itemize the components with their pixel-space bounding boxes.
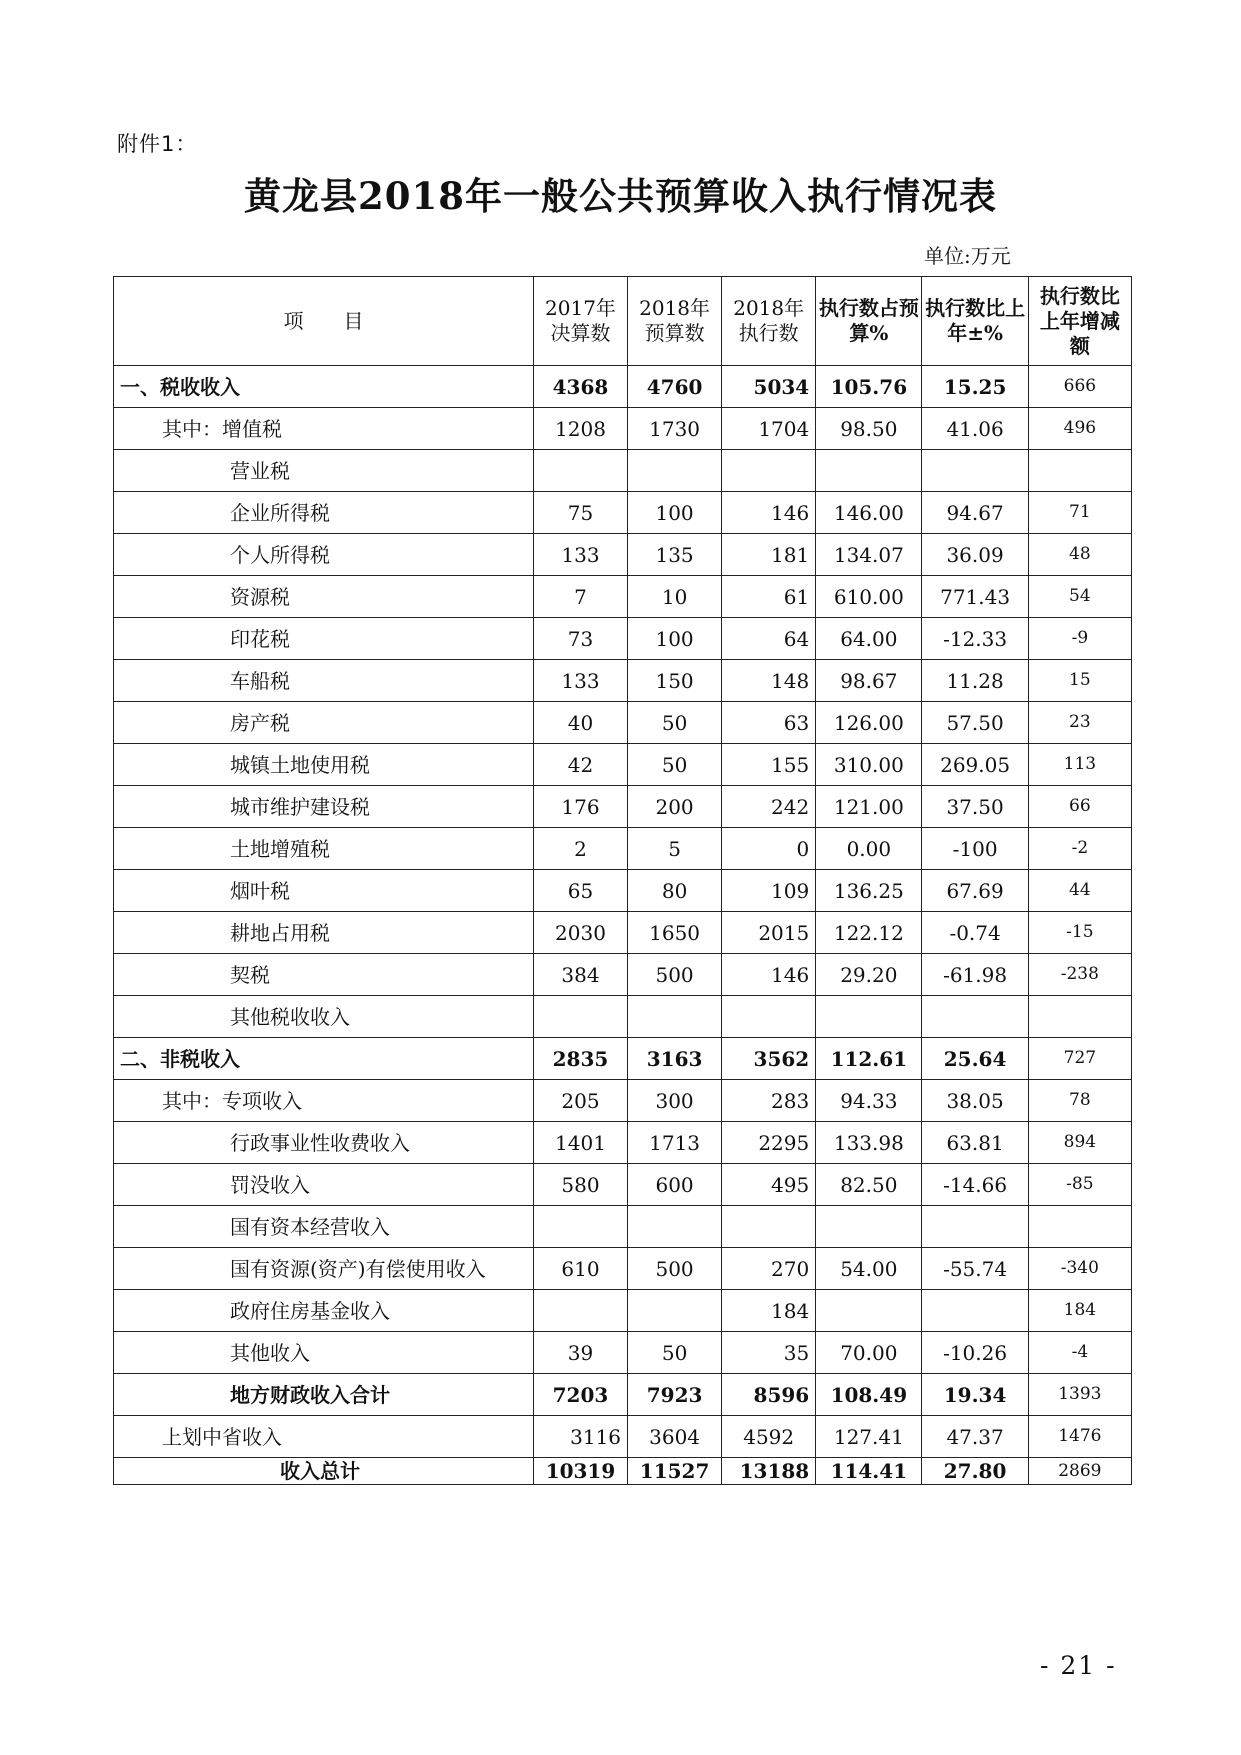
table-row: [114, 912, 1132, 954]
cell-exec-vs-prev-pct: 63.81: [922, 1122, 1028, 1164]
cell-exec-2018: 2295: [722, 1122, 816, 1164]
row-name: 行政事业性收费收入: [114, 1122, 534, 1164]
table-row: [114, 786, 1132, 828]
cell-final-2017: 384: [533, 954, 627, 996]
row-name: 其中：专项收入: [114, 1080, 534, 1122]
cell-final-2017: [533, 450, 627, 492]
table-row: [114, 1416, 1132, 1458]
cell-exec-vs-prev-pct: [922, 1206, 1028, 1248]
cell-exec-vs-prev-pct: 57.50: [922, 702, 1028, 744]
header-exec-vs-prev-pct: 执行数比上年±%: [922, 277, 1028, 366]
row-name: 车船税: [114, 660, 534, 702]
cell-exec-vs-prev-pct: 15.25: [922, 366, 1028, 408]
cell-exec-vs-prev-pct: -10.26: [922, 1332, 1028, 1374]
table-row: [114, 870, 1132, 912]
cell-exec-2018: 4592: [722, 1416, 816, 1458]
cell-exec-vs-prev-pct: -14.66: [922, 1164, 1028, 1206]
table-row: [114, 954, 1132, 996]
row-name: 房产税: [114, 702, 534, 744]
cell-budget-2018: 300: [628, 1080, 722, 1122]
cell-exec-pct-budget: 136.25: [816, 870, 922, 912]
cell-exec-vs-prev-pct: -61.98: [922, 954, 1028, 996]
cell-exec-vs-prev-amt: 15: [1028, 660, 1131, 702]
table-row: [114, 618, 1132, 660]
table-row: [114, 1206, 1132, 1248]
cell-exec-2018: 1704: [722, 408, 816, 450]
cell-final-2017: 3116: [533, 1416, 627, 1458]
cell-budget-2018: 100: [628, 492, 722, 534]
row-name: 其他收入: [114, 1332, 534, 1374]
cell-final-2017: 580: [533, 1164, 627, 1206]
header-exec-vs-prev-amt: 执行数比上年增减额: [1028, 277, 1131, 366]
cell-exec-vs-prev-pct: -100: [922, 828, 1028, 870]
cell-exec-pct-budget: 114.41: [816, 1458, 922, 1485]
cell-final-2017: 2: [533, 828, 627, 870]
cell-final-2017: 7: [533, 576, 627, 618]
row-name: 契税: [114, 954, 534, 996]
cell-exec-2018: 495: [722, 1164, 816, 1206]
table-row: [114, 1332, 1132, 1374]
cell-final-2017: [533, 1290, 627, 1332]
cell-exec-vs-prev-amt: -4: [1028, 1332, 1131, 1374]
cell-exec-vs-prev-pct: 269.05: [922, 744, 1028, 786]
cell-exec-vs-prev-pct: 11.28: [922, 660, 1028, 702]
cell-exec-pct-budget: 610.00: [816, 576, 922, 618]
cell-exec-vs-prev-amt: -9: [1028, 618, 1131, 660]
cell-budget-2018: [628, 996, 722, 1038]
cell-budget-2018: 50: [628, 1332, 722, 1374]
cell-exec-vs-prev-pct: -55.74: [922, 1248, 1028, 1290]
row-name: 二、非税收入: [114, 1038, 534, 1080]
cell-exec-pct-budget: 108.49: [816, 1374, 922, 1416]
table-row: [114, 1374, 1132, 1416]
cell-exec-pct-budget: 98.67: [816, 660, 922, 702]
cell-exec-vs-prev-pct: -0.74: [922, 912, 1028, 954]
cell-exec-2018: 13188: [722, 1458, 816, 1485]
cell-exec-2018: 283: [722, 1080, 816, 1122]
cell-exec-2018: 5034: [722, 366, 816, 408]
cell-exec-pct-budget: 122.12: [816, 912, 922, 954]
cell-budget-2018: 11527: [628, 1458, 722, 1485]
cell-final-2017: 39: [533, 1332, 627, 1374]
cell-final-2017: 7203: [533, 1374, 627, 1416]
row-name: 国有资源(资产)有偿使用收入: [114, 1248, 534, 1290]
cell-budget-2018: 500: [628, 1248, 722, 1290]
cell-budget-2018: [628, 1290, 722, 1332]
cell-budget-2018: 4760: [628, 366, 722, 408]
row-name: 企业所得税: [114, 492, 534, 534]
table-row: [114, 576, 1132, 618]
row-name: 收入总计: [114, 1458, 534, 1485]
row-name: 其他税收收入: [114, 996, 534, 1038]
unit-label: 单位:万元: [924, 244, 1011, 268]
cell-exec-2018: 61: [722, 576, 816, 618]
cell-exec-2018: 146: [722, 492, 816, 534]
cell-exec-vs-prev-pct: 36.09: [922, 534, 1028, 576]
cell-exec-vs-prev-amt: 894: [1028, 1122, 1131, 1164]
table-row: [114, 1038, 1132, 1080]
cell-exec-vs-prev-amt: 496: [1028, 408, 1131, 450]
cell-exec-pct-budget: 98.50: [816, 408, 922, 450]
cell-exec-pct-budget: [816, 1290, 922, 1332]
cell-exec-2018: [722, 996, 816, 1038]
cell-exec-vs-prev-pct: 38.05: [922, 1080, 1028, 1122]
cell-budget-2018: 150: [628, 660, 722, 702]
row-name: 耕地占用税: [114, 912, 534, 954]
cell-final-2017: 2835: [533, 1038, 627, 1080]
cell-final-2017: 65: [533, 870, 627, 912]
cell-exec-vs-prev-pct: [922, 450, 1028, 492]
cell-exec-vs-prev-pct: [922, 1290, 1028, 1332]
cell-final-2017: 10319: [533, 1458, 627, 1485]
cell-exec-2018: 63: [722, 702, 816, 744]
cell-exec-pct-budget: 134.07: [816, 534, 922, 576]
cell-exec-pct-budget: [816, 996, 922, 1038]
cell-budget-2018: 50: [628, 702, 722, 744]
cell-exec-2018: 3562: [722, 1038, 816, 1080]
cell-exec-2018: [722, 450, 816, 492]
cell-exec-pct-budget: 146.00: [816, 492, 922, 534]
cell-exec-vs-prev-amt: -340: [1028, 1248, 1131, 1290]
cell-exec-2018: 184: [722, 1290, 816, 1332]
cell-exec-pct-budget: 70.00: [816, 1332, 922, 1374]
cell-exec-vs-prev-pct: 19.34: [922, 1374, 1028, 1416]
cell-exec-2018: 270: [722, 1248, 816, 1290]
cell-exec-vs-prev-amt: [1028, 1206, 1131, 1248]
cell-exec-vs-prev-amt: -15: [1028, 912, 1131, 954]
attachment-label: 附件1：: [117, 132, 198, 156]
cell-exec-vs-prev-pct: 25.64: [922, 1038, 1028, 1080]
cell-exec-pct-budget: 310.00: [816, 744, 922, 786]
cell-exec-pct-budget: 121.00: [816, 786, 922, 828]
cell-exec-2018: 146: [722, 954, 816, 996]
cell-final-2017: 205: [533, 1080, 627, 1122]
cell-exec-2018: 0: [722, 828, 816, 870]
cell-budget-2018: 1730: [628, 408, 722, 450]
cell-exec-vs-prev-amt: 1393: [1028, 1374, 1131, 1416]
cell-final-2017: [533, 996, 627, 1038]
header-exec-pct-budget: 执行数占预算%: [816, 277, 922, 366]
row-name: 土地增殖税: [114, 828, 534, 870]
cell-exec-vs-prev-amt: -85: [1028, 1164, 1131, 1206]
cell-final-2017: 1208: [533, 408, 627, 450]
cell-exec-vs-prev-pct: 41.06: [922, 408, 1028, 450]
row-name: 印花税: [114, 618, 534, 660]
cell-exec-2018: 148: [722, 660, 816, 702]
table-row: [114, 1122, 1132, 1164]
cell-exec-pct-budget: 54.00: [816, 1248, 922, 1290]
cell-exec-vs-prev-amt: 23: [1028, 702, 1131, 744]
cell-exec-vs-prev-amt: [1028, 996, 1131, 1038]
cell-exec-vs-prev-amt: 113: [1028, 744, 1131, 786]
cell-budget-2018: 3604: [628, 1416, 722, 1458]
cell-exec-vs-prev-amt: [1028, 450, 1131, 492]
cell-budget-2018: 135: [628, 534, 722, 576]
row-name: 资源税: [114, 576, 534, 618]
row-name: 烟叶税: [114, 870, 534, 912]
cell-exec-pct-budget: 112.61: [816, 1038, 922, 1080]
table-row: [114, 366, 1132, 408]
cell-exec-vs-prev-amt: 1476: [1028, 1416, 1131, 1458]
cell-final-2017: 75: [533, 492, 627, 534]
row-name: 城镇土地使用税: [114, 744, 534, 786]
cell-exec-vs-prev-pct: 67.69: [922, 870, 1028, 912]
cell-exec-pct-budget: 64.00: [816, 618, 922, 660]
cell-exec-vs-prev-pct: 771.43: [922, 576, 1028, 618]
cell-final-2017: 133: [533, 534, 627, 576]
table-row: [114, 492, 1132, 534]
table-header-row: [114, 277, 1132, 366]
cell-budget-2018: 100: [628, 618, 722, 660]
cell-final-2017: 1401: [533, 1122, 627, 1164]
cell-budget-2018: 7923: [628, 1374, 722, 1416]
cell-exec-2018: 64: [722, 618, 816, 660]
table-row: [114, 1458, 1132, 1485]
cell-budget-2018: [628, 450, 722, 492]
cell-exec-pct-budget: 126.00: [816, 702, 922, 744]
cell-exec-vs-prev-amt: -2: [1028, 828, 1131, 870]
cell-exec-vs-prev-pct: 27.80: [922, 1458, 1028, 1485]
cell-exec-2018: 109: [722, 870, 816, 912]
table-row: [114, 534, 1132, 576]
row-name: 上划中省收入: [114, 1416, 534, 1458]
table-row: [114, 1290, 1132, 1332]
page-number: - 21 -: [1040, 1651, 1117, 1680]
table-row: [114, 450, 1132, 492]
cell-final-2017: 2030: [533, 912, 627, 954]
cell-budget-2018: 10: [628, 576, 722, 618]
cell-budget-2018: [628, 1206, 722, 1248]
cell-exec-vs-prev-amt: 184: [1028, 1290, 1131, 1332]
row-name: 罚没收入: [114, 1164, 534, 1206]
table-row: [114, 744, 1132, 786]
cell-exec-pct-budget: 0.00: [816, 828, 922, 870]
cell-final-2017: 73: [533, 618, 627, 660]
cell-final-2017: 42: [533, 744, 627, 786]
table-row: [114, 702, 1132, 744]
cell-exec-vs-prev-amt: 48: [1028, 534, 1131, 576]
table-row: [114, 408, 1132, 450]
cell-exec-vs-prev-amt: 666: [1028, 366, 1131, 408]
cell-exec-pct-budget: 94.33: [816, 1080, 922, 1122]
cell-exec-pct-budget: 29.20: [816, 954, 922, 996]
cell-exec-2018: 155: [722, 744, 816, 786]
cell-budget-2018: 1650: [628, 912, 722, 954]
cell-exec-2018: 8596: [722, 1374, 816, 1416]
cell-exec-vs-prev-pct: [922, 996, 1028, 1038]
cell-budget-2018: 80: [628, 870, 722, 912]
row-name: 地方财政收入合计: [114, 1374, 534, 1416]
table-row: [114, 660, 1132, 702]
header-item: 项 目: [114, 277, 534, 366]
table-row: [114, 1248, 1132, 1290]
cell-exec-2018: [722, 1206, 816, 1248]
cell-exec-vs-prev-pct: 47.37: [922, 1416, 1028, 1458]
cell-exec-vs-prev-pct: 37.50: [922, 786, 1028, 828]
cell-exec-vs-prev-pct: 94.67: [922, 492, 1028, 534]
cell-budget-2018: 50: [628, 744, 722, 786]
cell-exec-vs-prev-pct: -12.33: [922, 618, 1028, 660]
row-name: 个人所得税: [114, 534, 534, 576]
table-row: [114, 1080, 1132, 1122]
cell-final-2017: 133: [533, 660, 627, 702]
cell-budget-2018: 1713: [628, 1122, 722, 1164]
header-budget-2018: 2018年预算数: [628, 277, 722, 366]
cell-exec-pct-budget: [816, 450, 922, 492]
cell-final-2017: [533, 1206, 627, 1248]
cell-budget-2018: 600: [628, 1164, 722, 1206]
cell-exec-vs-prev-amt: 44: [1028, 870, 1131, 912]
cell-exec-vs-prev-amt: 727: [1028, 1038, 1131, 1080]
row-name: 营业税: [114, 450, 534, 492]
cell-exec-pct-budget: 82.50: [816, 1164, 922, 1206]
cell-budget-2018: 500: [628, 954, 722, 996]
cell-exec-vs-prev-amt: 54: [1028, 576, 1131, 618]
row-name: 其中：增值税: [114, 408, 534, 450]
revenue-table: [113, 276, 1132, 1485]
cell-final-2017: 4368: [533, 366, 627, 408]
cell-exec-vs-prev-amt: -238: [1028, 954, 1131, 996]
cell-exec-pct-budget: 133.98: [816, 1122, 922, 1164]
cell-exec-2018: 2015: [722, 912, 816, 954]
row-name: 政府住房基金收入: [114, 1290, 534, 1332]
cell-final-2017: 40: [533, 702, 627, 744]
cell-budget-2018: 5: [628, 828, 722, 870]
cell-exec-pct-budget: 105.76: [816, 366, 922, 408]
row-name: 城市维护建设税: [114, 786, 534, 828]
cell-exec-2018: 35: [722, 1332, 816, 1374]
cell-budget-2018: 200: [628, 786, 722, 828]
table-row: [114, 828, 1132, 870]
cell-final-2017: 176: [533, 786, 627, 828]
table-row: [114, 996, 1132, 1038]
row-name: 一、税收收入: [114, 366, 534, 408]
cell-exec-vs-prev-amt: 2869: [1028, 1458, 1131, 1485]
cell-exec-pct-budget: 127.41: [816, 1416, 922, 1458]
cell-exec-pct-budget: [816, 1206, 922, 1248]
row-name: 国有资本经营收入: [114, 1206, 534, 1248]
page-title: 黄龙县2018年一般公共预算收入执行情况表: [244, 174, 997, 218]
table-row: [114, 1164, 1132, 1206]
cell-exec-2018: 242: [722, 786, 816, 828]
cell-exec-vs-prev-amt: 78: [1028, 1080, 1131, 1122]
cell-exec-2018: 181: [722, 534, 816, 576]
cell-budget-2018: 3163: [628, 1038, 722, 1080]
header-exec-2018: 2018年执行数: [722, 277, 816, 366]
cell-exec-vs-prev-amt: 71: [1028, 492, 1131, 534]
header-final-2017: 2017年决算数: [533, 277, 627, 366]
cell-exec-vs-prev-amt: 66: [1028, 786, 1131, 828]
cell-final-2017: 610: [533, 1248, 627, 1290]
